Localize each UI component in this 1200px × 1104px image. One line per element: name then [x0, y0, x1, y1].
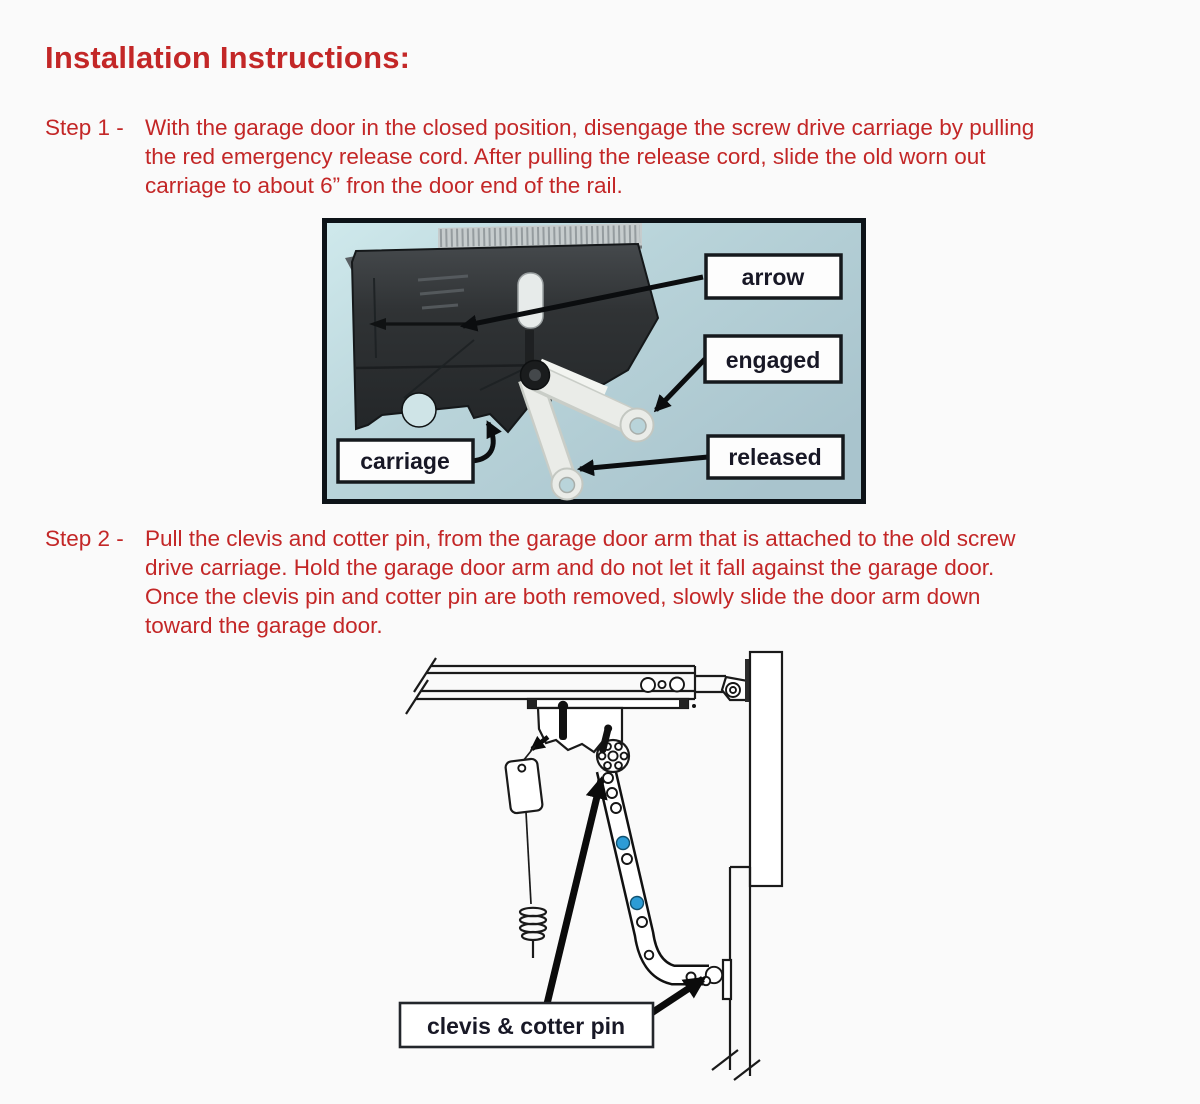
step-1-line: carriage to about 6” fron the door end of the rail. — [145, 173, 623, 198]
door-arm — [603, 770, 709, 982]
header-bracket — [722, 659, 751, 702]
step-1-line: With the garage door in the closed position, disengage the screw drive carriage by pulling — [145, 115, 1035, 140]
blue-adjustment-hole — [631, 897, 644, 910]
step-2-line: toward the garage door. — [145, 613, 383, 638]
clevis-callout-arrow-up — [547, 780, 601, 1004]
step-2-line: Pull the clevis and cotter pin, from the garage door arm that is attached to the old screw — [145, 526, 1016, 551]
arm-pivot — [521, 361, 550, 390]
release-cord — [505, 737, 548, 958]
label-box-engaged — [705, 336, 841, 382]
step-2-label: Step 2 - — [45, 526, 124, 551]
label-box-released — [708, 436, 843, 478]
label-box-clevis — [400, 1003, 653, 1047]
carriage-label: carriage — [360, 448, 450, 474]
arrow-label: arrow — [741, 264, 805, 290]
door-arm-diagram-figure — [396, 646, 800, 1098]
label-box-carriage — [338, 440, 473, 482]
engaged-label: engaged — [725, 347, 821, 373]
header-board — [750, 652, 782, 886]
carriage-hole — [402, 393, 436, 427]
step-1-paragraph — [45, 113, 1165, 200]
step-1-label: Step 1 - — [45, 115, 124, 140]
label-box-arrow — [706, 255, 841, 298]
step-2-line: drive carriage. Hold the garage door arm and do not let it fall against the garage door. — [145, 555, 995, 580]
released-label: released — [728, 444, 822, 470]
clevis-label: clevis & cotter pin — [426, 1013, 626, 1039]
page-title: Installation Instructions: — [45, 40, 411, 75]
step-2-paragraph — [45, 524, 1165, 640]
cord-spring — [520, 908, 546, 958]
release-tag — [505, 758, 543, 814]
clevis-pin — [558, 701, 568, 740]
blue-adjustment-hole — [617, 837, 630, 850]
step-2-line: Once the clevis pin and cotter pin are both removed, slowly slide the door arm down — [145, 584, 981, 609]
step-1-line: the red emergency release cord. After pulling the release cord, slide the old worn out — [145, 144, 986, 169]
carriage-photo-figure — [322, 218, 866, 504]
